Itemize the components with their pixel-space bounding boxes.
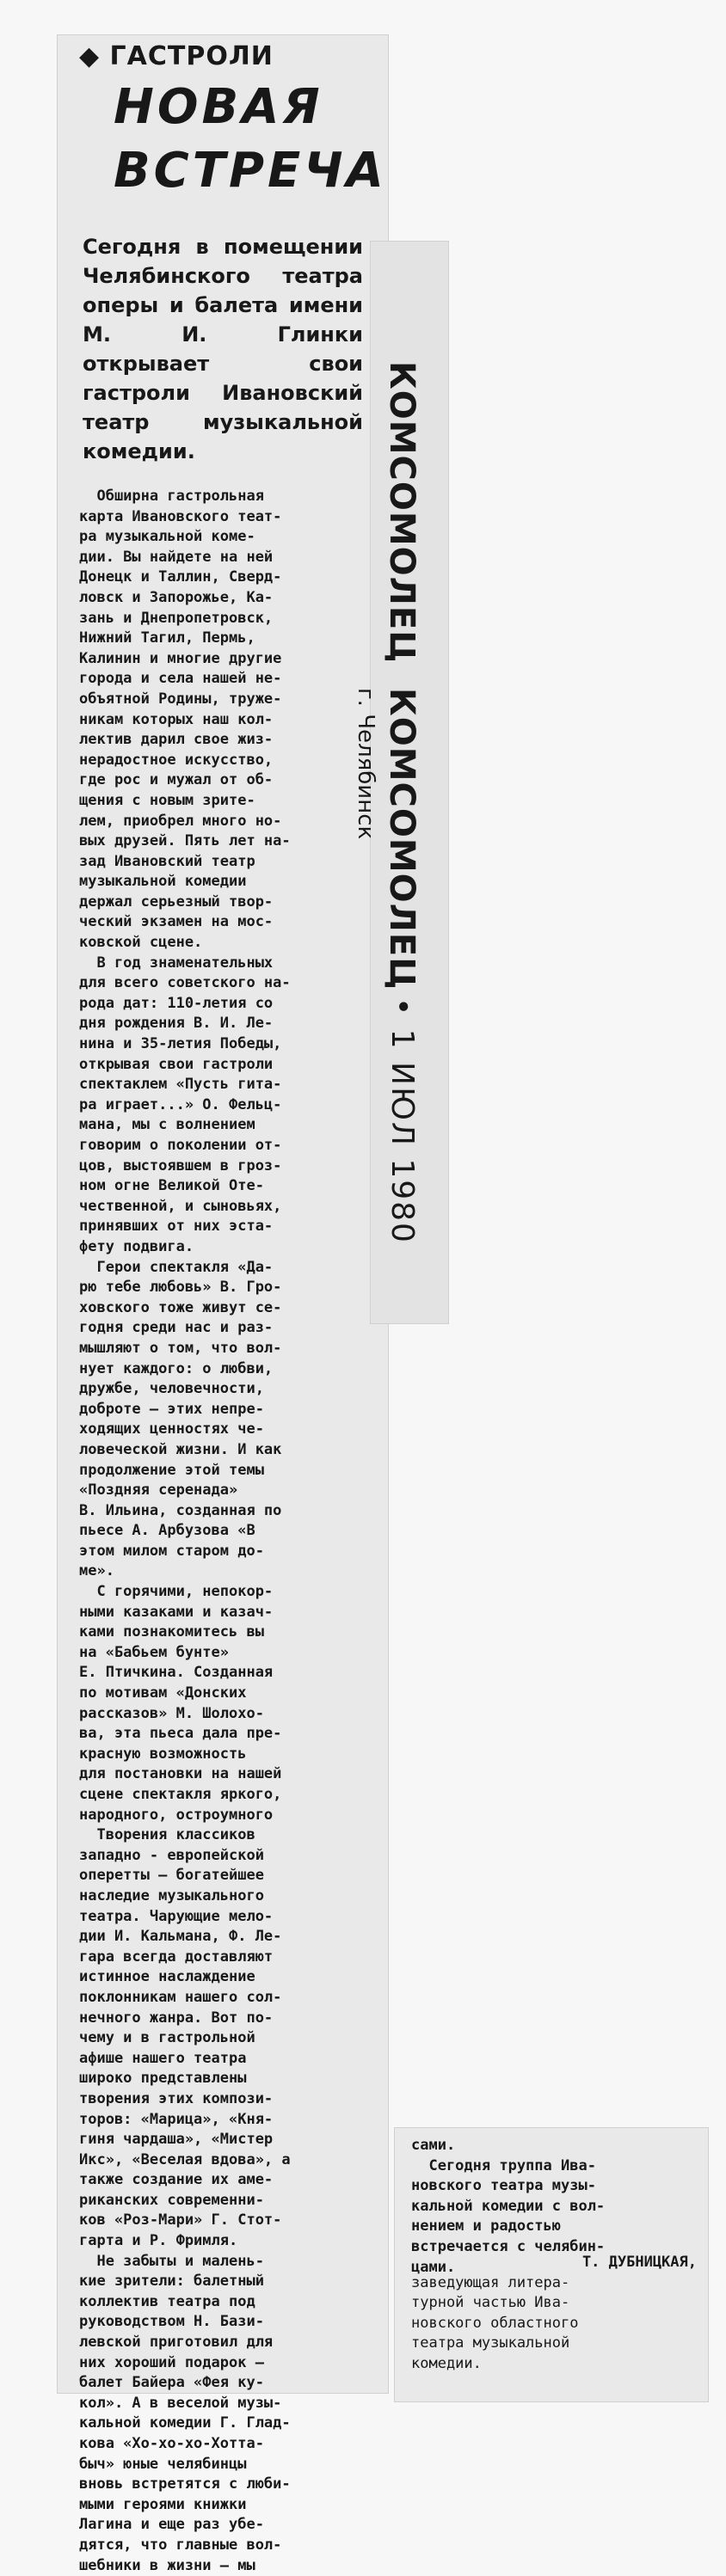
article-body-line: годня среди нас и раз- bbox=[79, 1319, 274, 1337]
article-body-line: дии И. Кальмана, Ф. Ле- bbox=[79, 1928, 282, 1946]
article-body-line: ками познакомитесь вы bbox=[79, 1623, 264, 1641]
article-body-line: ра играет...» О. Фельц- bbox=[79, 1095, 282, 1113]
article-body-line: держал серьезный твор- bbox=[79, 892, 274, 911]
article-tail-line: Сегодня труппа Ива- bbox=[411, 2156, 596, 2174]
article-body-line: наследие музыкального bbox=[79, 1886, 264, 1904]
article-body-line: В год знаменательных bbox=[79, 954, 274, 972]
article-body-line: кол». А в веселой музы- bbox=[79, 2394, 282, 2412]
article-body-line: афише нашего театра bbox=[79, 2049, 247, 2067]
article-body-line: рю тебе любовь» В. Гро- bbox=[79, 1279, 282, 1297]
article-body-line: города и села нашей не- bbox=[79, 670, 282, 688]
article-body-line: пьесе А. Арбузова «В bbox=[79, 1522, 255, 1540]
article-body-line: ковской сцене. bbox=[79, 934, 203, 952]
lead-paragraph: Сегодня в помещении Челябинского театра оперы и балета имени М. И. Глинки открывает свои гастроли Ивановский театр музыкальной комедии. bbox=[83, 235, 363, 463]
article-body-line: сцене спектакля яркого, bbox=[79, 1786, 282, 1803]
article-body-line: на «Бабьем бунте» bbox=[79, 1643, 229, 1661]
article-body-line: С горячими, непокор- bbox=[79, 1583, 274, 1601]
article-body-line: ков «Роз-Мари» Г. Стот- bbox=[79, 2211, 282, 2229]
article-body-line: Е. Птичкина. Созданная bbox=[79, 1664, 274, 1682]
article-body-line: для всего советского на- bbox=[79, 974, 291, 992]
article-body-line: Не забыты и малень- bbox=[79, 2252, 264, 2270]
article-body-line: нина и 35-летия Победы, bbox=[79, 1035, 282, 1053]
article-body-line: театра. Чарующие мело- bbox=[79, 1907, 274, 1925]
article-body-line: вых друзей. Пять лет на- bbox=[79, 832, 291, 850]
article-body-line: Нижний Тагил, Пермь, bbox=[79, 629, 255, 647]
article-body-line: балет Байера «Фея ку- bbox=[79, 2374, 264, 2392]
article-body-line: где рос и мужал от об- bbox=[79, 771, 274, 789]
article-body-line: шебники в жизни — мы bbox=[79, 2556, 255, 2574]
article-body-line: кие зрители: балетный bbox=[79, 2272, 264, 2291]
stamp-date: • 1 ИЮЛ 1980 bbox=[385, 997, 420, 1244]
article-body-line: открывая свои гастроли bbox=[79, 1055, 274, 1073]
stamp-city: г. Челябинск bbox=[353, 688, 378, 840]
stamp-newspaper-name-repeat: КОМСОМОЛЕЦ bbox=[382, 688, 421, 991]
article-body-line: мыми героями книжки bbox=[79, 2495, 247, 2513]
signature-role-line: комедии. bbox=[411, 2354, 482, 2372]
headline bbox=[114, 76, 387, 203]
rubric: ◆ ГАСТРОЛИ bbox=[79, 41, 274, 71]
article-body-line: фету подвига. bbox=[79, 1237, 194, 1255]
article-body-line: дружбе, человечности, bbox=[79, 1380, 264, 1398]
article-body-line: этом милом старом до- bbox=[79, 1542, 264, 1560]
headline-line-1: НОВАЯ bbox=[114, 79, 323, 135]
article-body-line: ра музыкальной коме- bbox=[79, 528, 255, 546]
article-body-line: лем, приобрел много но- bbox=[79, 812, 282, 830]
article-tail-line: цами. bbox=[411, 2258, 456, 2276]
article-body-line: коллектив театра под bbox=[79, 2292, 255, 2310]
article-body-line: чему и в гастрольной bbox=[79, 2029, 255, 2047]
article-body-line: лектив дарил свое жиз- bbox=[79, 731, 274, 749]
article-body-line: западно - европейской bbox=[79, 1846, 264, 1864]
article-body-line: рода дат: 110-летия со bbox=[79, 994, 274, 1012]
article-tail-line: кальной комедии с вол- bbox=[411, 2197, 606, 2215]
signature-role-line: театра музыкальной bbox=[411, 2334, 570, 2352]
article-body-line: ными казаками и казач- bbox=[79, 1603, 274, 1621]
article-tail-line: новского театра музы- bbox=[411, 2177, 596, 2195]
article-body-line: щения с новым зрите- bbox=[79, 791, 255, 809]
article-body-line: широко представлены bbox=[79, 2070, 247, 2088]
signature-role-line: новского областного bbox=[411, 2314, 579, 2332]
article-body-line: Творения классиков bbox=[79, 1826, 255, 1844]
article-body-line: оперетты — богатейшее bbox=[79, 1867, 264, 1885]
article-body-line: дня рождения В. И. Ле- bbox=[79, 1015, 274, 1033]
article-body-line: музыкальной комедии bbox=[79, 873, 247, 891]
article-body-line: продолжение этой темы bbox=[79, 1461, 264, 1479]
article-body-line: быч» юные челябинцы bbox=[79, 2455, 247, 2473]
article-body-line: принявших от них эста- bbox=[79, 1217, 274, 1236]
article-body-line: ходящих ценностях че- bbox=[79, 1420, 264, 1438]
headline-line-2: ВСТРЕЧА bbox=[114, 143, 387, 199]
article-body-line: также создание их аме- bbox=[79, 2171, 274, 2189]
article-body-line: Лагина и еще раз убе- bbox=[79, 2516, 264, 2534]
article-body-line: гиня чардаша», «Мистер bbox=[79, 2131, 274, 2149]
article-body-line: Обширна гастрольная bbox=[79, 488, 264, 505]
article-body-line: истинное наслаждение bbox=[79, 1968, 255, 1986]
article-body-line: Герои спектакля «Да- bbox=[79, 1258, 274, 1276]
article-tail-line: нением и радостью bbox=[411, 2217, 561, 2236]
article-body-line: ном огне Великой Оте- bbox=[79, 1177, 264, 1195]
article-body-line: ме». bbox=[79, 1562, 114, 1580]
article-body-line: дятся, что главные вол- bbox=[79, 2536, 282, 2554]
article-tail-line: сами. bbox=[411, 2137, 456, 2154]
article-body-line: вновь встретятся с люби- bbox=[79, 2475, 291, 2493]
article-body-line: кова «Хо-хо-хо-Хотта- bbox=[79, 2435, 264, 2452]
article-body-line: «Поздняя серенада» bbox=[79, 1481, 238, 1500]
article-body-line: поклонникам нашего сол- bbox=[79, 1988, 282, 2006]
article-body-line: риканских современни- bbox=[79, 2191, 264, 2209]
article-body-line: Икс», «Веселая вдова», а bbox=[79, 2150, 291, 2168]
article-body-line: Калинин и многие другие bbox=[79, 649, 282, 667]
article-body-line: них хороший подарок — bbox=[79, 2353, 264, 2371]
article-body-line: карта Ивановского теат- bbox=[79, 507, 282, 525]
article-body-line: по мотивам «Донских bbox=[79, 1684, 247, 1702]
article-body bbox=[79, 487, 365, 2576]
article-body-line: зад Ивановский театр bbox=[79, 852, 255, 870]
article-body-line: объятной Родины, труже- bbox=[79, 690, 282, 708]
article-body-line: мана, мы с волнением bbox=[79, 1116, 255, 1134]
article-body-line: нечного жанра. Вот по- bbox=[79, 2009, 274, 2027]
article-tail-line: встречается с челябин- bbox=[411, 2237, 606, 2255]
article-body-line: спектаклем «Пусть гита- bbox=[79, 1076, 282, 1094]
article-body-line: дии. Вы найдете на ней bbox=[79, 548, 274, 566]
article-body-line: рассказов» М. Шолохо- bbox=[79, 1704, 264, 1722]
article-body-line: говорим о поколении от- bbox=[79, 1137, 282, 1154]
article-body-line: Донецк и Таллин, Сверд- bbox=[79, 568, 282, 586]
article-body-line: зань и Днепропетровск, bbox=[79, 609, 274, 627]
stamp-newspaper-name: КОМСОМОЛЕЦ bbox=[382, 361, 421, 664]
article-body-line: гара всегда доставляют bbox=[79, 1947, 274, 1966]
article-body-line: кальной комедии Г. Глад- bbox=[79, 2414, 291, 2432]
signature-role-line: заведующая литера- bbox=[411, 2273, 570, 2291]
signature-block bbox=[411, 2253, 697, 2375]
article-body-line: торов: «Марица», «Кня- bbox=[79, 2110, 274, 2128]
article-body-line: мышляют о том, что вол- bbox=[79, 1339, 282, 1357]
article-body-line: ческий экзамен на мос- bbox=[79, 913, 274, 931]
article-body-line: ловеческой жизни. И как bbox=[79, 1440, 282, 1458]
article-body-line: левской приготовил для bbox=[79, 2334, 274, 2352]
article-body-line: ва, эта пьеса дала пре- bbox=[79, 1725, 282, 1743]
article-body-line: нует каждого: о любви, bbox=[79, 1359, 274, 1377]
article-body-line: гарта и Р. Фримля. bbox=[79, 2232, 238, 2250]
article-body-line: никам которых наш кол- bbox=[79, 710, 274, 728]
article-body-line: нерадостное искусство, bbox=[79, 751, 274, 769]
article-body-line: ловск и Запорожье, Ка- bbox=[79, 588, 274, 606]
signature-role-line: турной частью Ива- bbox=[411, 2294, 570, 2312]
article-body-line: В. Ильина, созданная по bbox=[79, 1501, 282, 1519]
signature-name: Т. ДУБНИЦКАЯ, bbox=[581, 2254, 697, 2271]
article-body-line: чественной, и сыновьях, bbox=[79, 1197, 282, 1215]
article-body-line: красную возможность bbox=[79, 1745, 247, 1763]
article-body-line: ховского тоже живут се- bbox=[79, 1298, 282, 1316]
article-body-line: доброте — этих непре- bbox=[79, 1400, 264, 1418]
article-body-line: руководством Н. Бази- bbox=[79, 2313, 264, 2331]
article-body-line: народного, остроумного bbox=[79, 1806, 274, 1824]
article-body-line: для постановки на нашей bbox=[79, 1765, 282, 1783]
article-body-line: творения этих компози- bbox=[79, 2089, 274, 2107]
article-body-line: цов, выстоявшем в гроз- bbox=[79, 1156, 282, 1175]
